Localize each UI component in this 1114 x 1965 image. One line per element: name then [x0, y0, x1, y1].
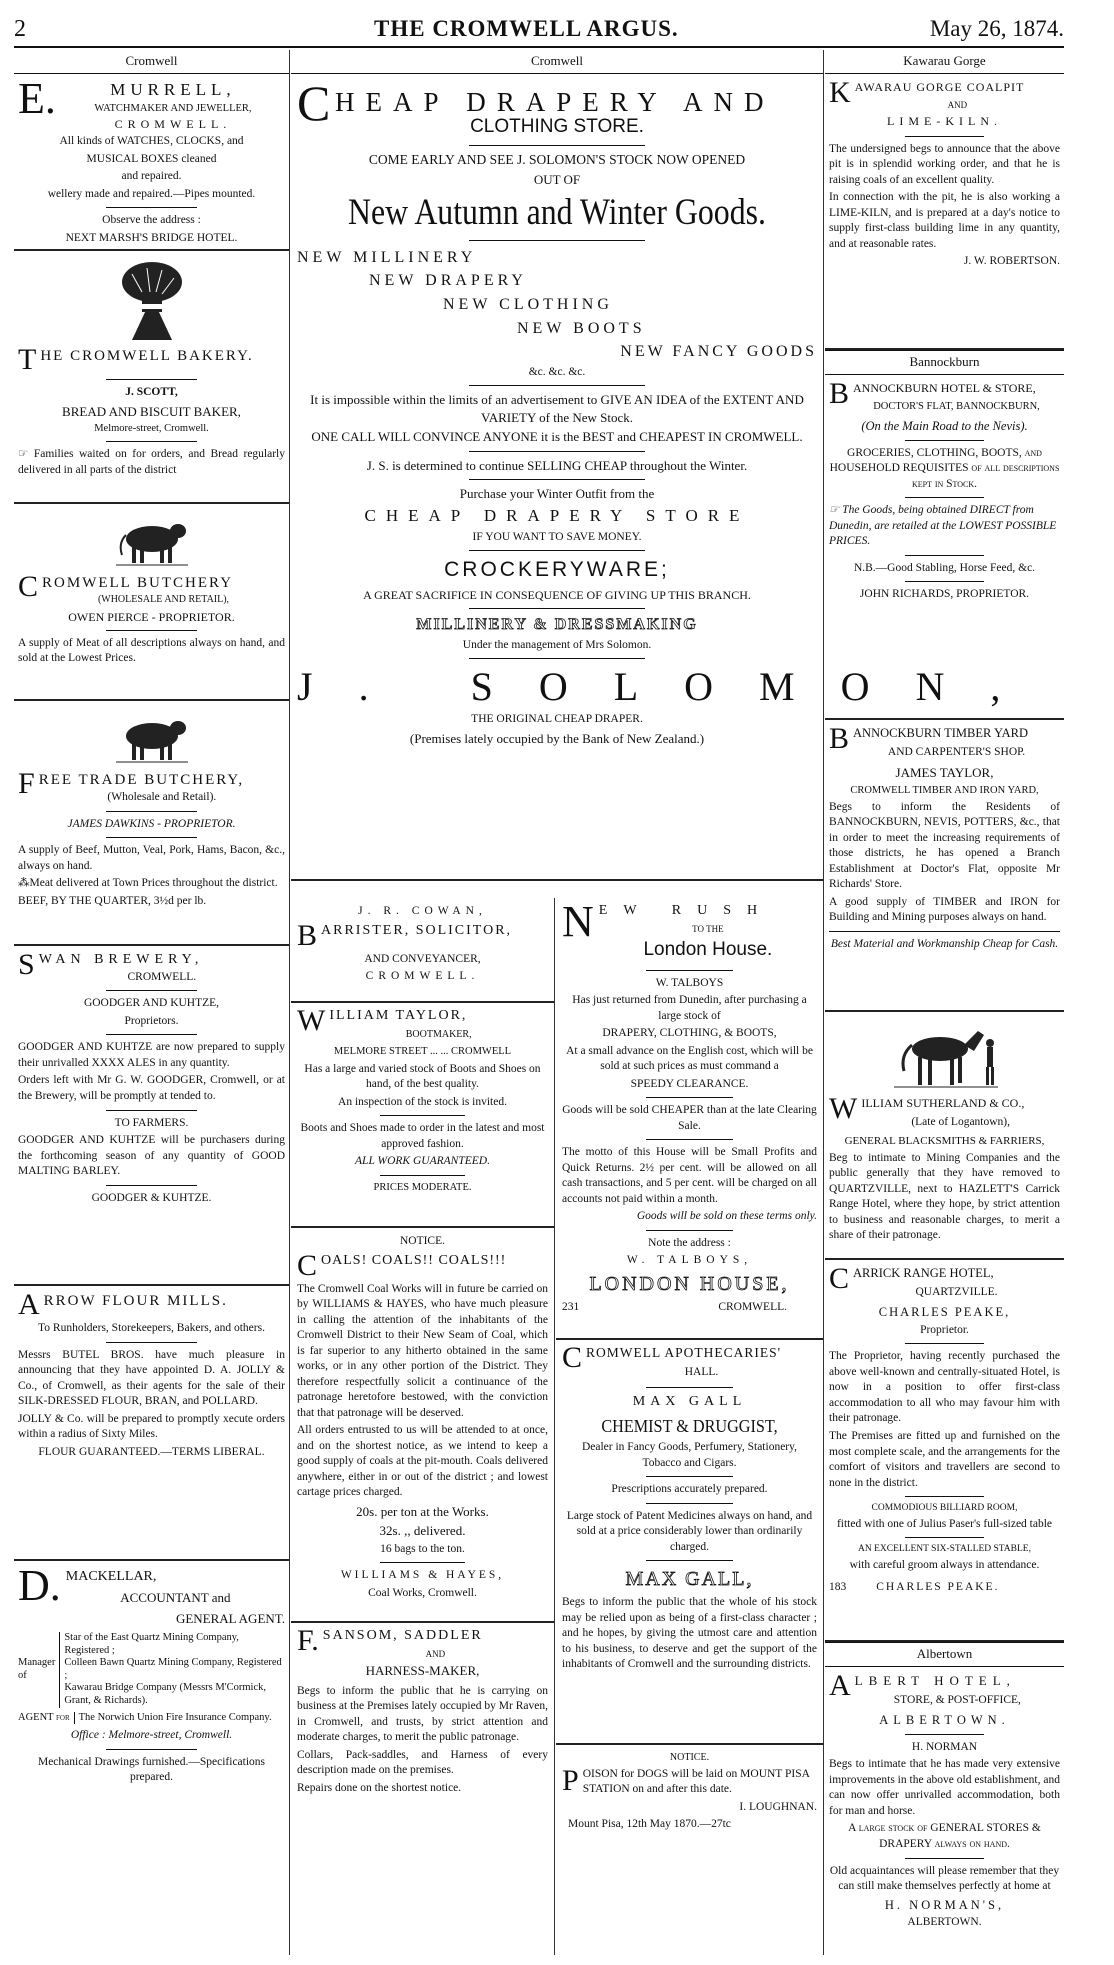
ad-owner: J. R. COWAN,: [358, 905, 487, 917]
ad-text: ☞ Families waited on for orders, and Bread regularly delivered in all parts of the district: [18, 448, 285, 476]
blacksmith-horse-icon: [890, 1021, 1000, 1091]
ad-text: Best Material and Workmanship Cheap for Cash.: [830, 937, 1059, 950]
ad-title: MACKELLAR,: [65, 1569, 157, 1584]
ad-signature: H. NORMAN'S,: [884, 1897, 1005, 1912]
ad-text: OUT OF: [533, 172, 581, 188]
ad-headline: CHEMIST & DRUGGIST,: [601, 1415, 778, 1436]
ad-title: EW RUSH: [598, 903, 774, 918]
ad-text: GOODGER AND KUHTZE will be purchasers during the forthcoming season of any quantity of GOOD MALTING BARLEY.: [18, 1134, 285, 1178]
drop-initial: A: [829, 1669, 851, 1702]
ad-text: ☞ The Goods, being obtained DIRECT from Dunedin, are retailed at the LOWEST POSSIBLE PRICES.: [829, 504, 1057, 548]
ad-text: J. S. is determined to continue SELLING CHEAP throughout the Winter.: [366, 457, 748, 473]
ad-text: A large stock of GENERAL STORES & DRAPERY always on hand.: [848, 1822, 1041, 1850]
ad-town: CROMWELL.: [127, 970, 197, 983]
ad-text: TO THE: [692, 923, 724, 934]
ad-title: ILLIAM SUTHERLAND & CO.,: [861, 1096, 1025, 1110]
stock-line: NEW MILLINERY: [297, 248, 477, 266]
ad-subtitle: HALL.: [684, 1365, 719, 1378]
drop-initial: C: [297, 75, 331, 131]
ad-text: Note the address :: [648, 1236, 731, 1249]
drop-initial: T: [18, 343, 37, 376]
ad-headline: J. SOLOMON,: [297, 664, 1047, 710]
ad-headline: New Autumn and Winter Goods.: [348, 191, 766, 233]
ad-signature: WILLIAMS & HAYES,: [340, 1569, 505, 1582]
drop-initial: B: [829, 377, 850, 410]
ad-town: CROMWELL.: [718, 1300, 787, 1313]
masthead: [14, 10, 1064, 48]
ad-subtitle: WATCHMAKER AND JEWELLER,: [94, 102, 252, 114]
ad-owner: GOODGER AND KUHTZE,: [83, 997, 220, 1010]
ad-text: &c. &c. &c.: [528, 365, 586, 378]
ad-text: THE ORIGINAL CHEAP DRAPER.: [471, 713, 643, 726]
ad-text: ⁂Meat delivered at Town Prices throughout the district.: [18, 877, 278, 890]
drop-initial: F.: [297, 1624, 319, 1657]
ad-coals: [291, 1228, 554, 1623]
ad-subtitle: (WHOLESALE AND RETAIL),: [97, 594, 230, 606]
ad-owner: JAMES TAYLOR,: [895, 765, 994, 781]
ad-free-trade-butchery: [14, 701, 289, 946]
ad-text: AND: [947, 99, 968, 110]
ad-text: Collars, Pack-saddles, and Harness of every description made on the premises.: [297, 1748, 548, 1777]
ad-subtitle: London House.: [643, 939, 773, 961]
ad-text: GOODGER AND KUHTZE are now prepared to supply their unrivalled XXXX ALES in any quantity.: [18, 1041, 285, 1069]
ad-owner: OWEN PIERCE - PROPRIETOR.: [68, 609, 235, 624]
ad-text: Begs to inform the public that he is carrying on business at the Premises lately occupied by Mr Raven, in Cromwell, and trusts, by strict attention and moderate charges, to merit the public patronage.: [297, 1684, 548, 1744]
ad-carrick-range-hotel: [825, 1260, 1064, 1642]
bull-icon: [114, 710, 190, 766]
ad-text: BEEF, BY THE QUARTER, 3½d per lb.: [18, 894, 207, 907]
ad-title: LBERT HOTEL,: [854, 1673, 1016, 1688]
stock-line: NEW FANCY GOODS: [620, 343, 817, 361]
ad-text: A good supply of TIMBER and IRON for Building and Mining purposes always on hand.: [829, 895, 1060, 924]
ad-text: Under the management of Mrs Solomon.: [462, 638, 652, 651]
ad-text: The Proprietor, having recently purchased the above well-known and centrally-situated Hotel, is now in a position to offer first-class accommodation to all who may favour him with their patronage.: [829, 1350, 1060, 1425]
newspaper-title: THE CROMWELL ARGUS.: [374, 16, 679, 41]
ad-town: ALBERTOWN.: [907, 1916, 982, 1929]
ad-apothecaries: [556, 1340, 823, 1745]
ad-town: CROMWELL.: [114, 117, 232, 132]
list-item: Colleen Bawn Quartz Mining Company, Registered ;: [64, 1657, 282, 1681]
ad-sutherland: [825, 1012, 1064, 1260]
ad-title: REE TRADE BUTCHERY,: [38, 772, 245, 788]
ad-taylor-bootmaker: [291, 1003, 554, 1228]
ad-number: 183: [829, 1580, 847, 1593]
ad-address: Office : Melmore-street, Cromwell.: [70, 1729, 233, 1742]
ad-owner: W. TALBOYS: [655, 976, 724, 989]
ad-cromwell-butchery: [14, 504, 289, 701]
ad-text: ALL WORK GUARANTEED.: [355, 1155, 490, 1168]
ad-text: PRICES MODERATE.: [373, 1181, 472, 1193]
ad-title: ARRISTER, SOLICITOR,: [321, 922, 513, 938]
ad-date: Mount Pisa, 12th May 1870.—27tc: [568, 1818, 731, 1831]
ad-town: ALBERTOWN.: [879, 1713, 1010, 1728]
ad-text: Repairs done on the shortest notice.: [297, 1781, 462, 1794]
list-item: The Norwich Union Fire Insurance Company.: [74, 1712, 272, 1725]
stock-line: NEW BOOTS: [517, 319, 646, 337]
drop-initial: B: [297, 918, 318, 952]
ad-subtitle: (On the Main Road to the Nevis).: [861, 418, 1028, 433]
drop-initial: C: [18, 570, 39, 603]
column-heading: Kawarau Gorge: [825, 50, 1064, 74]
ad-text: AND: [425, 1648, 446, 1659]
ad-title: HEAP DRAPERY AND: [335, 87, 775, 117]
ad-owner: MAX GALL: [632, 1394, 747, 1410]
drop-initial: K: [829, 76, 851, 109]
ad-title: AWARAU GORGE COALPIT: [854, 80, 1025, 94]
ad-text: Dealer in Fancy Goods, Perfumery, Stationery, Tobacco and Cigars.: [581, 1441, 798, 1469]
ad-text: Has a large and varied stock of Boots and Shoes on hand, of the best quality.: [304, 1062, 541, 1091]
ad-subtitle: ACCOUNTANT and: [120, 1589, 231, 1605]
middle-lower-section: [291, 898, 823, 1955]
drop-initial: B: [829, 722, 850, 755]
ad-subtitle: AND CARPENTER'S SHOP.: [887, 745, 1026, 758]
ad-text: ONE CALL WILL CONVINCE ANYONE it is the BEST and CHEAPEST IN CROMWELL.: [311, 429, 803, 445]
ad-text: FLOUR GUARANTEED.—TERMS LIBERAL.: [38, 1445, 265, 1458]
ad-text: Coal Works, Cromwell.: [368, 1586, 477, 1599]
ad-title: ANNOCKBURN HOTEL & STORE,: [853, 381, 1036, 395]
section-heading: Bannockburn: [825, 350, 1064, 375]
ad-signature: CHARLES PEAKE.: [876, 1580, 1000, 1593]
ad-arrow-flour-mills: [14, 1286, 289, 1561]
ad-mackellar: [14, 1561, 289, 1794]
newspaper-page: [14, 10, 1064, 1955]
ad-text: wellery made and repaired.—Pipes mounted.: [47, 187, 256, 200]
ad-subheading: CHEAP DRAPERY STORE: [364, 505, 750, 525]
ad-subtitle: STORE, & POST-OFFICE,: [893, 1693, 1021, 1706]
ad-text: It is impossible within the limits of an advertisement to GIVE AN IDEA of the EXTENT AND VARIETY of the New Stock.: [310, 392, 804, 425]
ad-title: HE CROMWELL BAKERY.: [40, 348, 254, 364]
ad-title: SANSOM, SADDLER: [322, 1628, 483, 1643]
ad-text: Proprietors.: [124, 1014, 179, 1027]
drop-initial: W: [829, 1092, 858, 1125]
ad-title: ARRICK RANGE HOTEL,: [853, 1266, 994, 1280]
middle-left-subcolumn: [291, 898, 555, 1955]
drop-initial: C: [297, 1248, 318, 1282]
ad-subtitle: (Wholesale and Retail).: [107, 791, 217, 804]
ad-text: All orders entrusted to us will be attended to at once, and on the shortest notice, as we intend to keep a good supply of coals at the pit-mouth. Coals delivered anywhere, either in or out of the district ; and lowest cartage prices charged.: [297, 1424, 548, 1499]
ad-address: Melmore-street, Cromwell.: [94, 423, 209, 435]
ad-subtitle: LIME-KILN.: [887, 113, 1002, 128]
ad-owner: JAMES DAWKINS - PROPRIETOR.: [67, 817, 236, 830]
stock-line: NEW DRAPERY: [369, 272, 527, 290]
ad-text: GROCERIES, CLOTHING, BOOTS, and HOUSEHOLD REQUISITES of all descriptions kept in Stock.: [829, 446, 1060, 490]
ad-owner: CHARLES PEAKE,: [878, 1305, 1011, 1320]
page-number: 2: [14, 16, 26, 42]
ad-text: A supply of Beef, Mutton, Veal, Pork, Hams, Bacon, &c., always on hand.: [18, 844, 285, 872]
ad-subheading: MILLINERY & DRESSMAKING: [416, 615, 698, 633]
ad-signature: JOHN RICHARDS, PROPRIETOR.: [859, 588, 1030, 601]
ad-subtitle: GENERAL AGENT.: [175, 1611, 285, 1627]
ad-title: ROMWELL APOTHECARIES': [586, 1345, 782, 1360]
ad-text: Large stock of Patent Medicines always on hand, and sold at a price considerably lower than ordinarily charged.: [566, 1509, 813, 1553]
ad-text: SPEEDY CLEARANCE.: [630, 1077, 749, 1090]
ad-signature: J. W. ROBERTSON.: [963, 255, 1060, 268]
ad-subtitle: (Late of Logantown),: [911, 1115, 1010, 1128]
drop-initial: P: [562, 1763, 579, 1797]
left-column: [14, 50, 290, 1955]
ad-text: Orders left with Mr G. W. GOODGER, Cromwell, or at the Brewery, will be promptly at tended to.: [18, 1074, 285, 1102]
ad-subheading: LONDON HOUSE,: [589, 1272, 790, 1295]
price-line: 16 bags to the ton.: [380, 1542, 465, 1555]
issue-date: May 26, 1874.: [929, 16, 1064, 41]
ad-text: COMMODIOUS BILLIARD ROOM,: [871, 1503, 1018, 1514]
ad-albert-hotel: [825, 1667, 1064, 1939]
ad-subheading: MAX GALL,: [625, 1568, 754, 1591]
ad-text: Beg to intimate to Mining Companies and the public generally that they have removed to QUARTZVILLE, next to HAZLETT'S Carrick Range Hotel, where they hope, by strict attention to business and reasonable charges, to merit a share of their patronage.: [829, 1151, 1060, 1242]
ad-text: The Cromwell Coal Works will in future be carried on by WILLIAMS & HAYES, who have much pleasure in calling the attention of the inhabitants of the Cromwell District to their New Seam of Coal, which is far superior to any hitherto obtained in the same works, or in any other portion of the District. They therefore respectfully solicit a continuance of the patronage heretofore bestowed, with the conviction that that patronage will be deserved.: [297, 1282, 548, 1419]
ad-text: IF YOU WANT TO SAVE MONEY.: [472, 530, 642, 543]
manager-label: Manager of: [18, 1657, 56, 1681]
drop-initial: W: [297, 1004, 326, 1037]
ad-text: The Premises are fitted up and furnished on the most complete scale, and the arrangements for the comfort of visitors and travellers are second to none in the district.: [829, 1430, 1060, 1489]
drop-initial: S: [18, 948, 35, 981]
column-heading: Cromwell: [291, 50, 823, 74]
ad-swan-brewery: [14, 946, 289, 1286]
ad-subtitle: GENERAL BLACKSMITHS & FARRIERS,: [844, 1135, 1045, 1148]
ad-talboys: [556, 898, 823, 1340]
ad-text: OISON for DOGS will be laid on MOUNT PISA STATION on and after this date.: [582, 1767, 810, 1796]
list-item: Star of the East Quartz Mining Company, Registered ;: [64, 1631, 239, 1656]
ad-address: QUARTZVILLE.: [915, 1285, 998, 1298]
ad-sansom: [291, 1623, 554, 1804]
ad-kawarau-coalpit: [825, 74, 1064, 350]
list-item: Kawarau Bridge Company (Messrs M'Cormick, Grant, & Richards).: [64, 1682, 266, 1706]
ad-title: ANNOCKBURN TIMBER YARD: [853, 726, 1029, 740]
ad-text: with careful groom always in attendance.: [849, 1559, 1040, 1572]
ad-text: (Premises lately occupied by the Bank of New Zealand.): [409, 730, 705, 746]
ad-text: In connection with the pit, he is also working a LIME-KILN, and is prepared at a day's notice to supply first-class building lime in any quantity, and at reasonable rates.: [829, 191, 1060, 250]
ad-text: Old acquaintances will please remember that they can still make themselves perfectly at home at: [829, 1864, 1060, 1893]
ad-address: DOCTOR'S FLAT, BANNOCKBURN,: [873, 400, 1040, 412]
ad-owner: H. NORMAN: [911, 1740, 978, 1753]
drop-initial: E.: [18, 74, 56, 123]
price-line: 20s. per ton at the Works.: [356, 1503, 489, 1519]
ad-text: Mechanical Drawings furnished.—Specifications prepared.: [37, 1755, 266, 1784]
ad-subheading: TO FARMERS.: [114, 1116, 189, 1129]
ad-owner: J. SCOTT,: [125, 386, 178, 398]
ad-text: AN EXCELLENT SIX-STALLED STABLE,: [858, 1544, 1031, 1555]
ad-text: A GREAT SACRIFICE IN CONSEQUENCE OF GIVING UP THIS BRANCH.: [363, 587, 751, 602]
ad-signature: I. LOUGHNAN.: [739, 1800, 817, 1813]
ad-subtitle: AND CONVEYANCER,: [364, 952, 481, 965]
ad-subheading: CROCKERYWARE;: [444, 558, 670, 582]
section-heading: Albertown: [825, 1642, 1064, 1667]
drop-initial: F: [18, 767, 35, 800]
ad-bannockburn-timber: [825, 720, 1064, 1012]
ad-text: and repaired.: [121, 170, 182, 183]
ad-title: RROW FLOUR MILLS.: [43, 1293, 228, 1309]
ad-text: Proprietor.: [920, 1323, 969, 1336]
ad-subtitle: BOOTMAKER,: [405, 1028, 472, 1040]
ad-bakery: [14, 251, 289, 504]
ad-text: N.B.—Good Stabling, Horse Feed, &c.: [853, 561, 1036, 574]
ad-notice: NOTICE.: [669, 1752, 710, 1763]
drop-initial: C: [562, 1341, 583, 1374]
ad-text: MUSICAL BOXES cleaned: [86, 152, 217, 165]
agent-label: AGENT for: [18, 1711, 70, 1723]
right-column: [825, 50, 1064, 1955]
ad-signature: GOODGER & KUHTZE.: [91, 1191, 212, 1204]
bull-icon: [114, 513, 190, 569]
ad-text: An inspection of the stock is invited.: [338, 1095, 507, 1108]
ad-text: fitted with one of Julius Paser's full-sized table: [836, 1517, 1053, 1530]
ad-text: DRAPERY, CLOTHING, & BOOTS,: [602, 1027, 777, 1040]
wheat-sheaf-icon: [112, 260, 192, 342]
stock-line: NEW CLOTHING: [443, 295, 613, 313]
ad-text: A supply of Meat of all descriptions always on hand, and sold at the Lowest Prices.: [18, 636, 285, 665]
ad-title: MURRELL,: [110, 80, 236, 99]
drop-initial: C: [829, 1262, 850, 1295]
ad-text: Observe the address :: [102, 214, 201, 227]
ad-text: Boots and Shoes made to order in the latest and most approved fashion.: [300, 1122, 545, 1150]
ad-text: At a small advance on the English cost, which will be sold at such prices as must command a: [566, 1044, 813, 1073]
ad-poison: [556, 1745, 823, 1841]
ad-title: WAN BREWERY,: [38, 952, 204, 967]
ad-number: 231: [562, 1300, 580, 1313]
ad-text: Goods will be sold on these terms only.: [636, 1210, 817, 1223]
ad-title: ROMWELL BUTCHERY: [42, 575, 234, 591]
ad-town: CROMWELL.: [365, 970, 480, 983]
agent-list: [18, 1712, 285, 1725]
column-heading: Cromwell: [14, 50, 289, 74]
ad-text: The motto of this House will be Small Profits and Quick Returns. 2½ per cent. will be allowed on all cash transactions, and 5 per cent. will be charged on all accounts not paid within a month.: [562, 1146, 817, 1205]
ad-title: OALS! COALS!! COALS!!!: [321, 1252, 507, 1268]
ad-subtitle: CLOTHING STORE.: [470, 116, 644, 137]
ad-text: Begs to inform the public that the whole of his stock may be relied upon as being of a first-class character ; and he hopes, by giving the utmost care and attention to his business, to deserve and get the support of the inhabitants of Cromwell and the surrounding districts.: [562, 1596, 817, 1671]
price-line: 32s. ,, delivered.: [379, 1523, 466, 1539]
drop-initial: N: [562, 897, 594, 946]
ad-murrell: [14, 74, 289, 251]
ad-address: NEXT MARSH'S BRIDGE HOTEL.: [65, 231, 238, 244]
ad-subtitle: BREAD AND BISCUIT BAKER,: [62, 403, 241, 419]
ad-text: Begs to inform the Residents of BANNOCKBURN, NEVIS, POTTERS, &c., that in order to meet the increasing requirements of those districts, he has opened a Branch Establishment at Doctor's Flat, opposite Mr Richards' Store.: [829, 800, 1060, 891]
ad-subtitle: HARNESS-MAKER,: [365, 1663, 480, 1679]
manager-list: [18, 1632, 285, 1708]
ad-cowan: [291, 898, 554, 1003]
ad-text: To Runholders, Storekeepers, Bakers, and others.: [38, 1322, 265, 1334]
ad-bannockburn-hotel: [825, 375, 1064, 720]
ad-text: JOLLY & Co. will be prepared to promptly xecute orders within a radius of Sixty Miles.: [18, 1412, 285, 1441]
drop-initial: D.: [18, 1561, 61, 1610]
ad-text: COME EARLY AND SEE J. SOLOMON'S STOCK NOW OPENED: [368, 152, 746, 167]
ad-text: Messrs BUTEL BROS. have much pleasure in announcing that they have appointed D. A. JOLLY & Co., of Cromwell, as their agents for the sale of their SILK-DRESSED FLOUR, BRAN, and POLLARD.: [18, 1348, 285, 1408]
ad-notice: NOTICE.: [399, 1235, 446, 1247]
drop-initial: A: [18, 1288, 40, 1321]
ad-signature: W. TALBOYS,: [626, 1254, 753, 1267]
ad-text: All kinds of WATCHES, CLOCKS, and: [59, 135, 244, 148]
ad-title: ILLIAM TAYLOR,: [329, 1008, 468, 1023]
ad-text: Purchase your Winter Outfit from the: [459, 486, 655, 502]
ad-text: The undersigned begs to announce that the above pit is in splendid working order, and that he is raising coals of an excellent quality.: [829, 142, 1060, 186]
ad-text: Goods will be sold CHEAPER than at the late Clearing Sale.: [562, 1104, 817, 1132]
middle-right-subcolumn: [556, 898, 823, 1955]
ad-subtitle: CROMWELL TIMBER AND IRON YARD,: [850, 784, 1039, 796]
ad-text: Begs to intimate that he has made very extensive improvements in the above old establishment, and can now offer unrivalled accommodation, both for man and horse.: [829, 1758, 1060, 1817]
ad-address: MELMORE STREET ... ... CROMWELL: [333, 1046, 512, 1058]
ad-text: Has just returned from Dunedin, after purchasing a large stock of: [572, 994, 807, 1022]
ad-text: Prescriptions accurately prepared.: [611, 1483, 768, 1496]
